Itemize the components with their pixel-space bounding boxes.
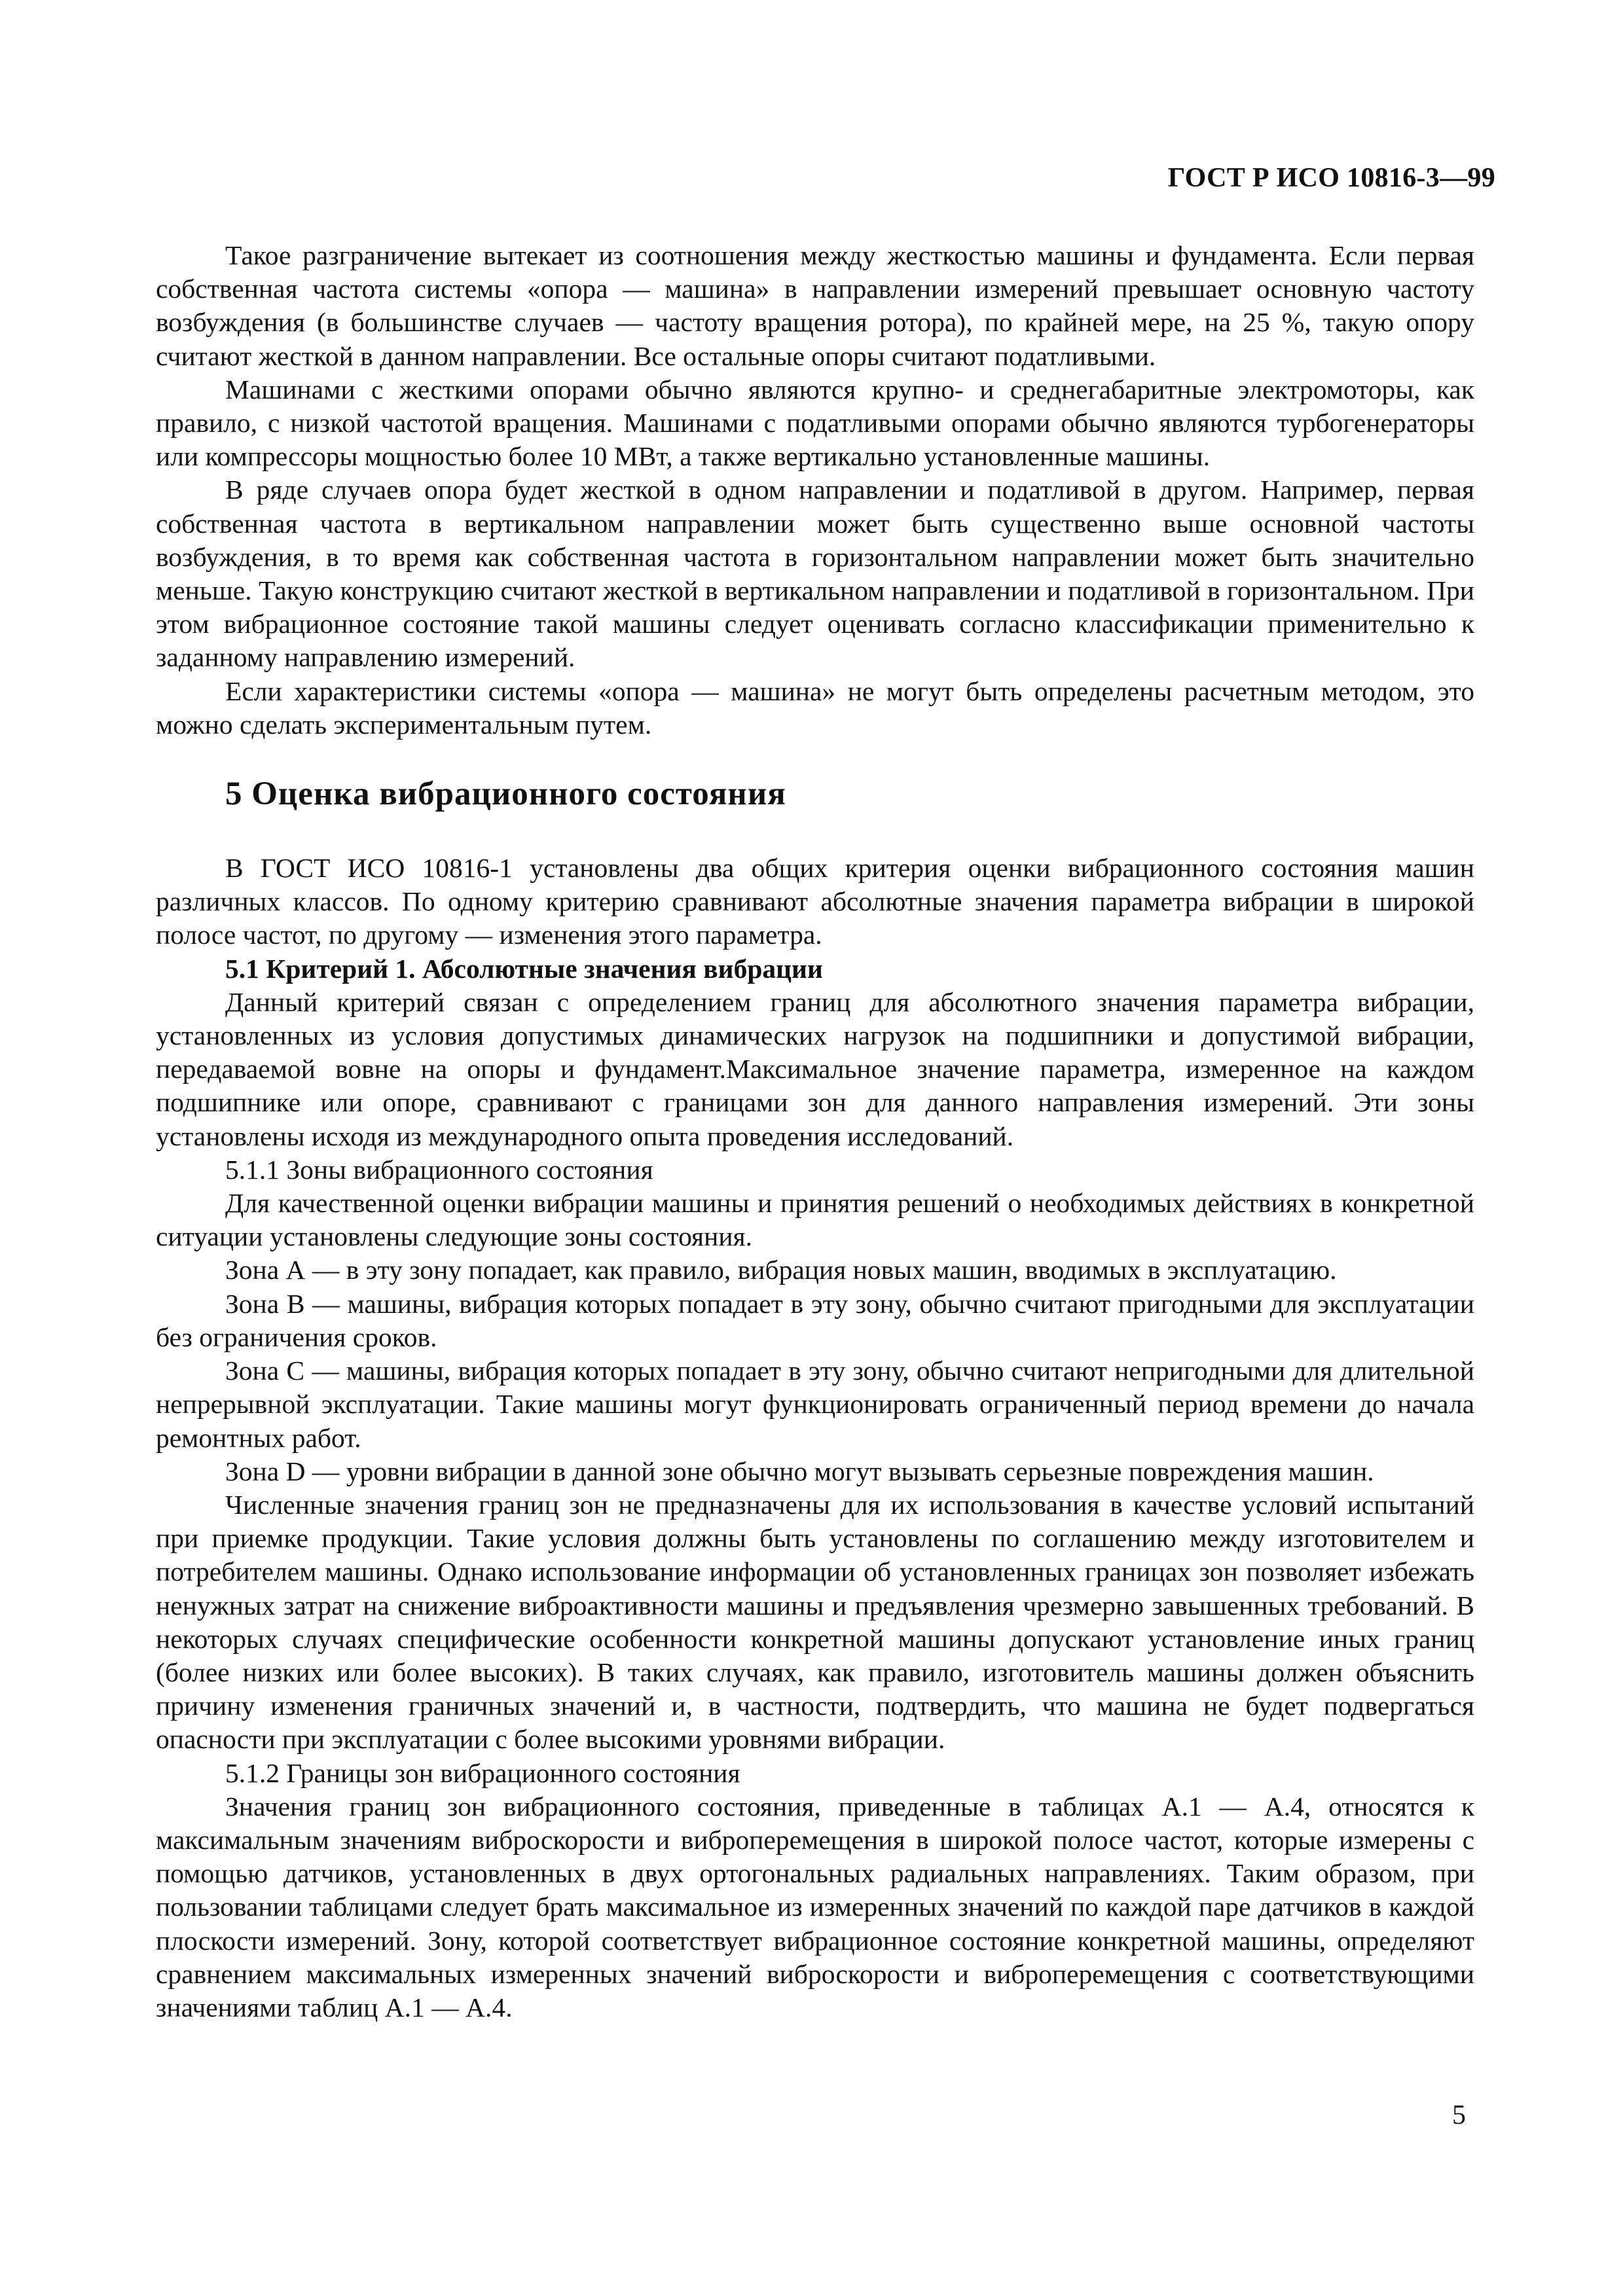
- section-intro: В ГОСТ ИСО 10816-1 установлены два общих критерия оценки вибрационного состояния машин различных классов. По одному критерию сравнивают абсолютные значения параметра вибрации в широкой полосе частот, по другому — изменения этого параметра.: [156, 853, 1474, 950]
- paragraph: Численные значения границ зон не предназначены для их использования в качестве условий испытаний при приемке продукции. Такие условия должны быть установлены по соглашению между изготовителем и потребителем машины. Однако использование информации об установленных границах зон позволяет избежать ненужных затрат на снижение виброактивности машины и предъявления чрезмерно завышенных требований. В некоторых случаях специфические особенности конкретной машины допускают установление иных границ (более низких или более высоких). В таких случаях, как правило, изготовитель машины должен объяснить причину изменения граничных значений и, в частности, подтвердить, что машина не будет подвергаться опасности при эксплуатации с более высокими уровнями вибрации.: [156, 1489, 1474, 1755]
- paragraph: Значения границ зон вибрационного состояния, приведенные в таблицах А.1 — А.4, относятся к максимальным значениям виброскорости и виброперемещения в широкой полосе частот, которые измерены с помощью датчиков, установленных в двух ортогональных радиальных направлениях. Таким образом, при пользовании таблицами следует брать максимальное из измеренных значений по каждой паре датчиков в каждой плоскости измерений. Зону, которой соответствует вибрационное состояние конкретной машины, определяют сравнением максимальных измеренных значений виброскорости и виброперемещения с соответствующими значениями таблиц А.1 — А.4.: [156, 1791, 1474, 2022]
- paragraph: Данный критерий связан с определением границ для абсолютного значения параметра вибрации, установленных из условия допустимых динамических нагрузок на подшипники и допустимой вибрации, передаваемой вовне на опоры и фундамент.Максимальное значение параметра, измеренное на каждом подшипнике или опоре, сравнивают с границами зон для данного направления измерений. Эти зоны установлены исходя из международного опыта проведения исследований.: [156, 986, 1474, 1151]
- subsection-title-5-1: 5.1 Критерий 1. Абсолютные значения вибрации: [225, 953, 823, 984]
- paragraph: Для качественной оценки вибрации машины и принятия решений о необходимых действиях в конкретной ситуации установлены следующие зоны состояния.: [156, 1188, 1474, 1252]
- spacer: [156, 814, 1474, 852]
- page-header-doc-code: ГОСТ Р ИСО 10816-3—99: [1167, 163, 1495, 193]
- zone-a-description: Зона А — в эту зону попадает, как правило, вибрация новых машин, вводимых в эксплуатацию.: [225, 1255, 1337, 1285]
- spacer: [156, 742, 1474, 774]
- subsection-title-5-1-1: 5.1.1 Зоны вибрационного состояния: [225, 1154, 653, 1185]
- page-body: [156, 239, 1474, 2024]
- section-title: 5 Оценка вибрационного состояния: [225, 776, 786, 813]
- zone-c-description: Зона С — машины, вибрация которых попадает в эту зону, обычно считают непригодными для длительной непрерывной эксплуатации. Такие машины могут функционировать ограниченный период времени до начала ремонтных работ.: [156, 1355, 1474, 1453]
- paragraph: Машинами с жесткими опорами обычно являются крупно- и среднегабаритные электромоторы, как правило, с низкой частотой вращения. Машинами с податливыми опорами обычно являются турбогенераторы или компрессоры мощностью более 10 МВт, а также вертикально установленные машины.: [156, 374, 1474, 472]
- zone-d-description: Зона D — уровни вибрации в данной зоне обычно могут вызывать серьезные повреждения машин.: [225, 1456, 1374, 1486]
- paragraph: Такое разграничение вытекает из соотношения между жесткостью машины и фундамента. Если первая собственная частота системы «опора — машина» в направлении измерений превышает основную частоту возбуждения (в большинстве случаев — частоту вращения ротора), по крайней мере, на 25 %, такую опору считают жесткой в данном направлении. Все остальные опоры считают податливыми.: [156, 240, 1474, 371]
- page-number: 5: [1452, 2100, 1466, 2130]
- paragraph: Если характеристики системы «опора — машина» не могут быть определены расчетным методом, это можно сделать экспериментальным путем.: [156, 675, 1474, 740]
- subsection-title-5-1-2: 5.1.2 Границы зон вибрационного состояния: [225, 1757, 740, 1788]
- paragraph: В ряде случаев опора будет жесткой в одном направлении и податливой в другом. Например, первая собственная частота в вертикальном направлении может быть существенно выше основной частоты возбуждения, в то время как собственная частота в горизонтальном направлении может быть значительно меньше. Такую конструкцию считают жесткой в вертикальном направлении и податливой в горизонтальном. При этом вибрационное состояние такой машины следует оценивать согласно классификации применительно к заданному направлению измерений.: [156, 475, 1474, 673]
- zone-b-description: Зона В — машины, вибрация которых попадает в эту зону, обычно считают пригодными для эксплуатации без ограничения сроков.: [156, 1288, 1474, 1352]
